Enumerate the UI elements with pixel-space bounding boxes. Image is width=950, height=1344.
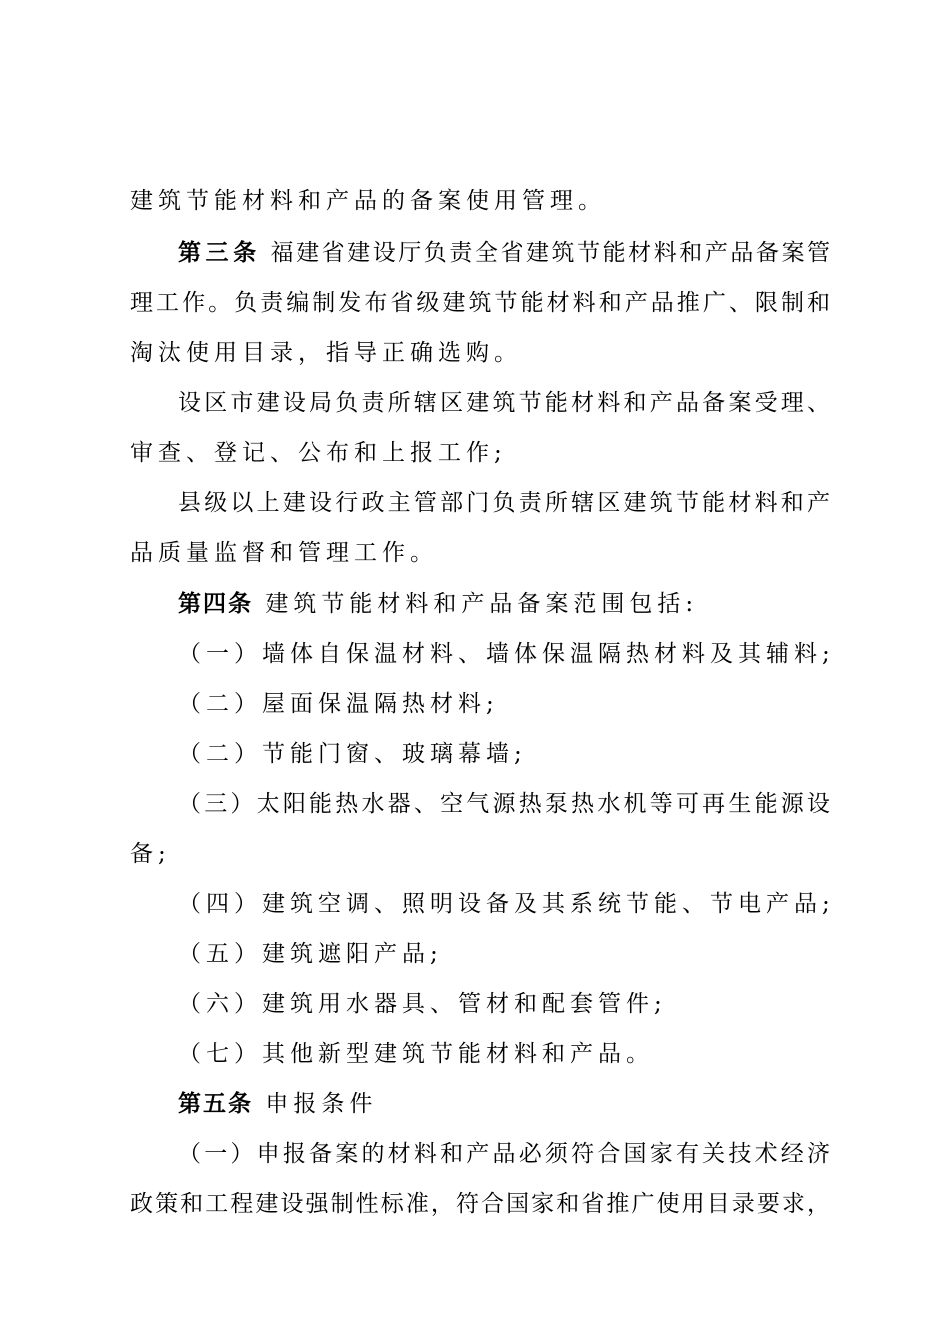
list-item-2 <box>178 689 830 719</box>
line-text: 县级以上建设行政主管部门负责所辖区建筑节能材料和产 <box>178 490 830 516</box>
line-text: 审查、登记、公布和上报工作; <box>130 440 507 466</box>
line-text: （五）建筑遮阳产品; <box>178 941 443 967</box>
line-text: 品质量监督和管理工作。 <box>130 540 438 566</box>
list-item-8 <box>178 1039 830 1069</box>
body-line-3 <box>130 288 830 318</box>
body-line-7 <box>178 488 830 518</box>
condition-1-line-2 <box>130 1189 830 1219</box>
body-line-8 <box>130 538 830 568</box>
article-heading: 第四条 <box>178 591 253 617</box>
condition-1-line-1 <box>178 1139 830 1169</box>
line-text: 建筑节能材料和产品的备案使用管理。 <box>130 188 606 214</box>
body-line-1 <box>130 186 830 216</box>
line-text: 淘汰使用目录，指导正确选购。 <box>130 340 522 366</box>
article-3-line-1 <box>178 238 830 268</box>
body-line-4 <box>130 338 830 368</box>
list-item-4 <box>178 789 830 819</box>
line-text: 政策和工程建设强制性标准，符合国家和省推广使用目录要求， <box>130 1191 830 1217</box>
line-text: 福建省建设厅负责全省建筑节能材料和产品备案管 <box>270 240 831 266</box>
line-text: 理工作。负责编制发布省级建筑节能材料和产品推广、限制和 <box>130 290 830 316</box>
line-text: （六）建筑用水器具、管材和配套管件; <box>178 991 667 1017</box>
article-heading: 第三条 <box>178 240 261 266</box>
list-item-1 <box>178 639 835 669</box>
line-text: 建筑节能材料和产品备案范围包括: <box>265 591 699 617</box>
article-heading: 第五条 <box>178 1091 253 1117</box>
line-text: （二）节能门窗、玻璃幕墙; <box>178 741 527 767</box>
article-4-line-1 <box>178 589 830 619</box>
list-item-6 <box>178 939 830 969</box>
list-item-3 <box>178 739 830 769</box>
body-line-6 <box>130 438 830 468</box>
line-text: （七）其他新型建筑节能材料和产品。 <box>178 1041 654 1067</box>
line-text: （一）墙体自保温材料、墙体保温隔热材料及其辅料; <box>178 641 835 667</box>
line-text: 申报条件 <box>265 1091 378 1117</box>
list-item-7 <box>178 989 830 1019</box>
article-5-line-1 <box>178 1089 830 1119</box>
line-text: （二）屋面保温隔热材料; <box>178 691 499 717</box>
line-text: （三）太阳能热水器、空气源热泵热水机等可再生能源设 <box>178 791 830 817</box>
list-item-4-continued <box>130 839 830 869</box>
list-item-5 <box>178 889 835 919</box>
line-text: （四）建筑空调、照明设备及其系统节能、节电产品; <box>178 891 835 917</box>
line-text: 设区市建设局负责所辖区建筑节能材料和产品备案受理、 <box>178 390 830 416</box>
body-line-5 <box>178 388 830 418</box>
line-text: 备; <box>130 841 171 867</box>
line-text: （一）申报备案的材料和产品必须符合国家有关技术经济 <box>178 1141 830 1167</box>
